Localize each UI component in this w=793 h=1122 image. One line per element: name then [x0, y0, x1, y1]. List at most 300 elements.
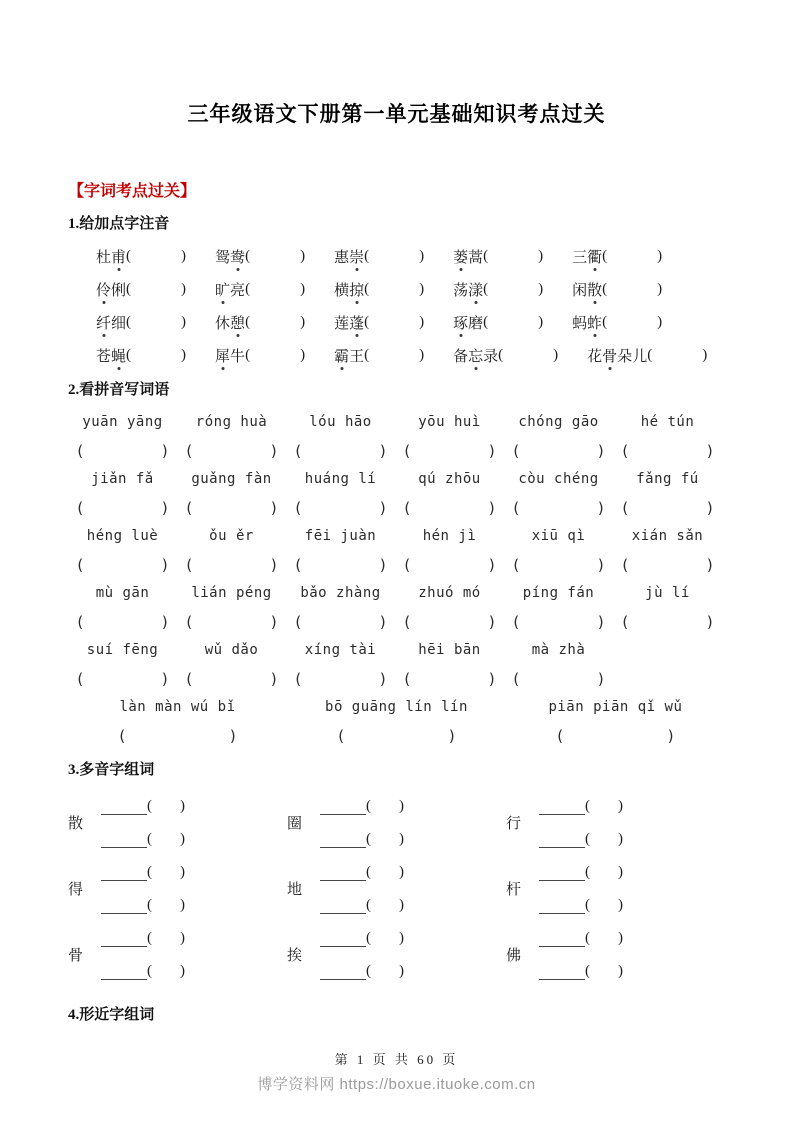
char: 蒿	[468, 250, 484, 266]
char: 横	[334, 283, 350, 299]
page-title: 三年级语文下册第一单元基础知识考点过关	[187, 102, 606, 126]
blank-lines	[101, 862, 185, 914]
multi-char: 杆	[505, 881, 521, 898]
fill-blank	[539, 933, 585, 947]
multi-char-cell	[506, 789, 725, 855]
word-item	[334, 345, 424, 366]
pinyin-text: bō guāng lín lín	[325, 699, 468, 715]
paren-col	[395, 556, 504, 575]
pinyin-col	[613, 527, 722, 545]
pinyin-col	[504, 527, 613, 545]
word-item	[334, 246, 424, 267]
paren-col	[504, 670, 613, 689]
word-text	[453, 279, 483, 300]
pinyin-text: jù lí	[645, 585, 690, 601]
fill-blank	[101, 900, 147, 914]
paren-col	[504, 499, 613, 518]
pinyin-text: còu chéng	[518, 471, 599, 487]
pinyin-text: piān piān qǐ wǔ	[548, 699, 683, 715]
paren-col	[286, 442, 395, 461]
pinyin-col	[177, 413, 286, 431]
answer-parens: ( )	[402, 556, 497, 574]
answer-parens: ( )	[75, 556, 170, 574]
multi-char-cell	[68, 921, 287, 987]
pinyin-col	[504, 641, 613, 659]
blank-line: ( )	[101, 895, 185, 914]
multi-pronunciation-rows	[68, 789, 725, 987]
multi-char-cell	[506, 855, 725, 921]
blank-line: ( )	[101, 796, 185, 815]
paren-col	[613, 613, 722, 632]
section-header-red: 【字词考点过关】	[68, 183, 197, 200]
paren-col	[395, 499, 504, 518]
multi-char-cell	[287, 855, 506, 921]
pinyin-text: hé tún	[640, 414, 695, 430]
blank-line: ( )	[539, 928, 623, 947]
answer-parens: ( )	[647, 347, 708, 363]
dotted-char: 忘	[468, 345, 483, 366]
answer-parens: ( )	[402, 613, 497, 631]
section3-heading: 3.多音字组词	[68, 762, 155, 778]
blank-line: ( )	[539, 895, 623, 914]
pinyin-col	[68, 470, 177, 488]
word-row	[96, 339, 725, 372]
word-item	[215, 279, 305, 300]
write-words-from-pinyin-rows	[68, 413, 725, 746]
fill-blank	[539, 801, 585, 815]
word-item	[96, 312, 186, 333]
multi-char-row	[68, 921, 725, 987]
char: 莲	[334, 316, 350, 332]
word-row	[96, 240, 725, 273]
answer-parens: ( )	[293, 499, 388, 517]
pinyin-text: lián péng	[191, 585, 272, 601]
word-text	[334, 279, 364, 300]
answer-parens: ( )	[511, 613, 606, 631]
answer-parens: ( )	[511, 442, 606, 460]
pinyin-text: qú zhōu	[418, 471, 481, 487]
char: 惠	[334, 250, 350, 266]
paren-col	[68, 613, 177, 632]
pinyin-text: bǎo zhàng	[300, 585, 381, 601]
word-item	[453, 246, 543, 267]
paren-col	[286, 499, 395, 518]
word-text	[96, 279, 126, 300]
pinyin-text: píng fán	[522, 585, 595, 601]
answer-parens: ( )	[126, 347, 187, 363]
char: 王	[349, 349, 365, 365]
answer-parens: ( )	[511, 670, 606, 688]
answer-parens: ( )	[293, 556, 388, 574]
pinyin-line	[68, 413, 725, 431]
section2-heading: 2.看拼音写词语	[68, 382, 170, 398]
multi-char: 佛	[505, 947, 521, 964]
pinyin-text: jiǎn fǎ	[91, 471, 154, 487]
word-text	[453, 345, 498, 366]
pinyin-text: mù gān	[95, 585, 150, 601]
paren-col	[68, 499, 177, 518]
word-item	[572, 246, 662, 267]
answer-parens: ( )	[117, 727, 238, 745]
word-text	[334, 345, 364, 366]
paren-col	[286, 613, 395, 632]
pinyin-col	[395, 584, 504, 602]
char: 磨	[468, 316, 484, 332]
fill-blank	[539, 834, 585, 848]
answer-parens: ( )	[126, 314, 187, 330]
answer-parens: ( )	[245, 314, 306, 330]
word-text	[215, 312, 245, 333]
char: 蚂	[572, 316, 588, 332]
blank-line: ( )	[101, 961, 185, 980]
pinyin-text: chóng gāo	[518, 414, 599, 430]
pinyin-col	[395, 527, 504, 545]
pinyin-annotation-rows	[68, 240, 725, 372]
pinyin-text: wǔ dǎo	[204, 642, 259, 658]
pinyin-row-block	[68, 584, 725, 632]
answer-parens: ( )	[75, 613, 170, 631]
pinyin-text: suí fēng	[86, 642, 159, 658]
char: 苍	[96, 349, 112, 365]
answer-parens: ( )	[483, 281, 544, 297]
pinyin-text: xián sǎn	[631, 528, 704, 544]
dotted-char: 伶	[96, 279, 111, 300]
fill-blank	[320, 966, 366, 980]
pinyin-col	[68, 641, 177, 659]
word-text	[572, 312, 602, 333]
answer-parens: ( )	[75, 670, 170, 688]
pinyin-col	[177, 527, 286, 545]
dotted-char: 甫	[111, 246, 126, 267]
fill-blank	[320, 834, 366, 848]
word-item	[215, 312, 305, 333]
fill-blank	[101, 867, 147, 881]
pinyin-col	[504, 470, 613, 488]
dotted-char: 蚱	[587, 312, 602, 333]
multi-char-cell	[68, 789, 287, 855]
dotted-char: 蓬	[349, 312, 364, 333]
pinyin-col	[395, 470, 504, 488]
answer-paren-line	[68, 727, 725, 746]
char: 荡	[453, 283, 469, 299]
answer-parens: ( )	[126, 248, 187, 264]
dotted-char: 琢	[453, 312, 468, 333]
pinyin-row-block	[68, 527, 725, 575]
word-item	[334, 312, 424, 333]
char: 闲	[572, 283, 588, 299]
paren-col	[177, 499, 286, 518]
dotted-char: 纤	[96, 312, 111, 333]
section4-heading: 4.形近字组词	[68, 1007, 155, 1023]
multi-char-cell	[287, 789, 506, 855]
word-item	[215, 246, 305, 267]
char: 录	[483, 349, 499, 365]
answer-parens: ( )	[498, 347, 559, 363]
fill-blank	[101, 801, 147, 815]
fill-blank	[101, 933, 147, 947]
word-text	[215, 279, 245, 300]
answer-parens: ( )	[293, 670, 388, 688]
answer-parens: ( )	[483, 248, 544, 264]
blank-line: ( )	[539, 961, 623, 980]
pinyin-text: làn màn wú bǐ	[119, 699, 236, 715]
word-text	[572, 246, 602, 267]
word-item	[215, 345, 305, 366]
dotted-char: 掠	[349, 279, 364, 300]
dotted-char: 鸯	[230, 246, 245, 267]
paren-col	[504, 556, 613, 575]
pinyin-row-block	[68, 641, 725, 689]
answer-parens: ( )	[602, 281, 663, 297]
blank-lines	[320, 862, 404, 914]
answer-parens: ( )	[184, 613, 279, 631]
answer-parens: ( )	[620, 556, 715, 574]
multi-char: 圈	[286, 815, 302, 832]
pinyin-row-block	[68, 470, 725, 518]
answer-paren-line	[68, 670, 725, 689]
paren-col	[395, 670, 504, 689]
paren-col	[68, 670, 177, 689]
dotted-char: 犀	[215, 345, 230, 366]
dotted-char: 憩	[230, 312, 245, 333]
word-text	[96, 345, 126, 366]
answer-parens: ( )	[245, 347, 306, 363]
answer-parens: ( )	[184, 442, 279, 460]
pinyin-text: yōu huì	[418, 414, 481, 430]
pinyin-text: xiū qì	[531, 528, 586, 544]
answer-parens: ( )	[75, 442, 170, 460]
pinyin-col	[286, 470, 395, 488]
pinyin-col	[613, 413, 722, 431]
word-item	[96, 246, 186, 267]
pinyin-col	[395, 641, 504, 659]
word-item	[572, 279, 662, 300]
paren-col	[613, 556, 722, 575]
pinyin-text: xíng tài	[304, 642, 377, 658]
dotted-char: 漾	[468, 279, 483, 300]
dotted-char: 骨	[602, 345, 617, 366]
paren-col	[504, 442, 613, 461]
word-item	[453, 279, 543, 300]
paren-col	[177, 670, 286, 689]
pinyin-col	[177, 584, 286, 602]
blank-lines	[101, 928, 185, 980]
pinyin-text: yuān yāng	[82, 414, 163, 430]
pinyin-col	[68, 698, 287, 716]
pinyin-text: hēi bān	[418, 642, 481, 658]
blank-line: ( )	[539, 829, 623, 848]
paren-col	[504, 613, 613, 632]
pinyin-row-block	[68, 413, 725, 461]
blank-lines	[539, 862, 623, 914]
answer-parens: ( )	[620, 499, 715, 517]
dotted-char: 崇	[349, 246, 364, 267]
multi-char-row	[68, 855, 725, 921]
dotted-char: 霸	[334, 345, 349, 366]
blank-line: ( )	[320, 961, 404, 980]
blank-lines	[320, 796, 404, 848]
answer-parens: ( )	[364, 248, 425, 264]
word-text	[572, 279, 602, 300]
pinyin-col	[395, 413, 504, 431]
char: 花	[587, 349, 603, 365]
answer-paren-line	[68, 442, 725, 461]
answer-paren-line	[68, 556, 725, 575]
answer-parens: ( )	[126, 281, 187, 297]
multi-char-row	[68, 789, 725, 855]
blank-line: ( )	[101, 862, 185, 881]
answer-parens: ( )	[336, 727, 457, 745]
answer-parens: ( )	[511, 499, 606, 517]
multi-char-cell	[68, 855, 287, 921]
char: 三	[572, 250, 588, 266]
word-text	[96, 312, 126, 333]
word-item	[96, 279, 186, 300]
paren-col	[286, 670, 395, 689]
char: 细	[111, 316, 127, 332]
answer-parens: ( )	[364, 314, 425, 330]
pinyin-col	[68, 413, 177, 431]
pinyin-col	[286, 584, 395, 602]
char: 备	[453, 349, 469, 365]
word-text	[96, 246, 126, 267]
multi-char: 行	[505, 815, 521, 832]
word-item	[96, 345, 186, 366]
pinyin-text: fēi juàn	[304, 528, 377, 544]
answer-paren-line	[68, 499, 725, 518]
pinyin-col	[287, 698, 506, 716]
answer-parens: ( )	[402, 670, 497, 688]
fill-blank	[539, 966, 585, 980]
paren-col	[177, 613, 286, 632]
blank-lines	[539, 796, 623, 848]
blank-line: ( )	[101, 928, 185, 947]
blank-line: ( )	[320, 862, 404, 881]
paren-col	[68, 727, 287, 746]
answer-parens: ( )	[620, 613, 715, 631]
paren-col	[68, 442, 177, 461]
word-text	[215, 246, 245, 267]
multi-char: 得	[68, 881, 84, 898]
answer-parens: ( )	[364, 347, 425, 363]
fill-blank	[101, 834, 147, 848]
answer-parens: ( )	[293, 613, 388, 631]
fill-blank	[320, 933, 366, 947]
answer-parens: ( )	[602, 314, 663, 330]
pinyin-col	[613, 470, 722, 488]
answer-parens: ( )	[184, 670, 279, 688]
answer-parens: ( )	[245, 281, 306, 297]
page-number-info: 第 1 页 共 60 页	[334, 1052, 459, 1067]
pinyin-text: hén jì	[422, 528, 477, 544]
pinyin-col	[504, 584, 613, 602]
word-text	[334, 246, 364, 267]
word-row	[96, 273, 725, 306]
pinyin-col	[506, 698, 725, 716]
blank-lines	[101, 796, 185, 848]
blank-line: ( )	[320, 895, 404, 914]
answer-parens: ( )	[620, 442, 715, 460]
char: 儿	[632, 349, 648, 365]
blank-lines	[320, 928, 404, 980]
word-item	[453, 312, 543, 333]
multi-char-cell	[506, 921, 725, 987]
word-item	[334, 279, 424, 300]
dotted-char: 旷	[215, 279, 230, 300]
blank-line: ( )	[101, 829, 185, 848]
word-row	[96, 306, 725, 339]
word-text	[453, 312, 483, 333]
pinyin-col	[286, 413, 395, 431]
pinyin-text: ǒu ěr	[209, 528, 254, 544]
word-item	[587, 345, 707, 366]
char: 休	[215, 316, 231, 332]
answer-parens: ( )	[511, 556, 606, 574]
dotted-char: 衢	[587, 246, 602, 267]
char: 俐	[111, 283, 127, 299]
pinyin-text: guǎng fàn	[191, 471, 272, 487]
blank-lines	[539, 928, 623, 980]
pinyin-text: fǎng fú	[636, 471, 699, 487]
fill-blank	[539, 867, 585, 881]
paren-col	[286, 556, 395, 575]
char: 鸳	[215, 250, 231, 266]
word-text	[453, 246, 483, 267]
pinyin-line	[68, 698, 725, 716]
blank-line: ( )	[539, 796, 623, 815]
multi-char: 散	[68, 815, 84, 832]
dotted-char: 蒌	[453, 246, 468, 267]
blank-line: ( )	[539, 862, 623, 881]
pinyin-text: zhuó mó	[418, 585, 481, 601]
answer-parens: ( )	[555, 727, 676, 745]
pinyin-text: lóu hāo	[309, 414, 372, 430]
paren-col	[613, 442, 722, 461]
fill-blank	[101, 966, 147, 980]
word-item	[453, 345, 558, 366]
blank-line: ( )	[320, 829, 404, 848]
answer-parens: ( )	[245, 248, 306, 264]
blank-line: ( )	[320, 796, 404, 815]
multi-char-cell	[287, 921, 506, 987]
answer-parens: ( )	[402, 442, 497, 460]
answer-parens: ( )	[602, 248, 663, 264]
char: 牛	[230, 349, 246, 365]
paren-col	[177, 442, 286, 461]
word-text	[334, 312, 364, 333]
blank-line: ( )	[320, 928, 404, 947]
answer-parens: ( )	[483, 314, 544, 330]
answer-parens: ( )	[184, 499, 279, 517]
paren-col	[177, 556, 286, 575]
paren-col	[287, 727, 506, 746]
pinyin-col	[286, 641, 395, 659]
page-footer	[0, 1049, 793, 1094]
pinyin-row-block	[68, 698, 725, 746]
pinyin-text: huáng lí	[304, 471, 377, 487]
pinyin-col	[68, 584, 177, 602]
answer-parens: ( )	[402, 499, 497, 517]
paren-col	[506, 727, 725, 746]
word-text	[215, 345, 245, 366]
pinyin-col	[286, 527, 395, 545]
paren-col	[68, 556, 177, 575]
pinyin-col	[177, 641, 286, 659]
pinyin-line	[68, 527, 725, 545]
fill-blank	[539, 900, 585, 914]
multi-char: 挨	[286, 947, 302, 964]
pinyin-col	[613, 584, 722, 602]
